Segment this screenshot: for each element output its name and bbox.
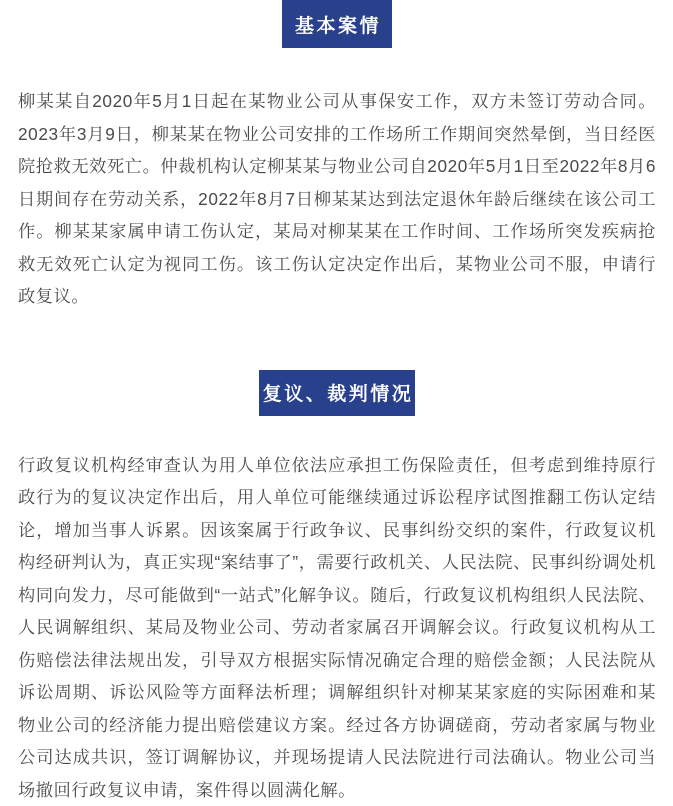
section-body-review-and-adjudication (0, 449, 673, 806)
section-banner-basic-facts: 基本案情 (282, 0, 392, 48)
spacer-between-sections (0, 313, 673, 370)
paragraph-review-and-adjudication: 行政复议机构经审查认为用人单位依法应承担工伤保险责任，但考虑到维持原行政行为的复议决定作出后，用人单位可能继续通过诉讼程序试图推翻工伤认定结论，增加当事人诉累。因该案属于行政争议、民事纠纷交织的案件，行政复议机构经研判认为，真正实现“案结事了”，需要行政机关、人民法院、民事纠纷调处机构同向发力，尽可能做到“一站式”化解争议。随后，行政复议机构组织人民法院、人民调解组织、某局及物业公司、劳动者家属召开调解会议。行政复议机构从工伤赔偿法律法规出发，引导双方根据实际情况确定合理的赔偿金额；人民法院从诉讼周期、诉讼风险等方面释法析理；调解组织针对柳某某家庭的实际困难和某物业公司的经济能力提出赔偿建议方案。经过各方协调磋商，劳动者家属与物业公司达成共识，签订调解协议，并现场提请人民法院进行司法确认。物业公司当场撤回行政复议申请，案件得以圆满化解。 (18, 449, 656, 806)
section-header-row-review-and-adjudication (0, 370, 673, 416)
paragraph-basic-facts: 柳某某自2020年5月1日起在某物业公司从事保安工作，双方未签订劳动合同。2023年3月9日，柳某某在物业公司安排的工作场所工作期间突然晕倒，当日经医院抢救无效死亡。仲裁机构认定柳某某与物业公司自2020年5月1日至2022年8月6日期间存在劳动关系，2022年8月7日柳某某达到法定退休年龄后继续在该公司工作。柳某某家属申请工伤认定，某局对柳某某在工作时间、工作场所突发疾病抢救无效死亡认定为视同工伤。该工伤认定决定作出后，某物业公司不服，申请行政复议。 (18, 85, 656, 313)
section-body-basic-facts (0, 85, 673, 313)
section-banner-review-and-adjudication: 复议、裁判情况 (259, 370, 415, 416)
spacer-after-banner-two (0, 416, 673, 449)
spacer-after-banner-one (0, 48, 673, 85)
section-header-row-basic-facts (0, 0, 673, 48)
